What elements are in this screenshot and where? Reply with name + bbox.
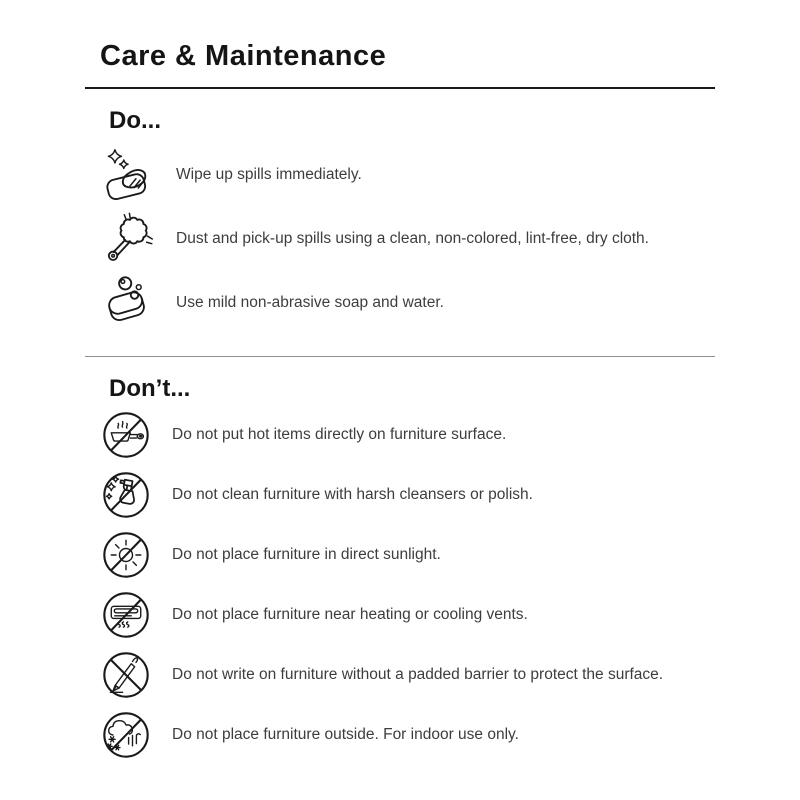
dont-item-text: Do not put hot items directly on furniture surface. [172,426,507,444]
dont-section-heading: Don’t... [109,375,191,402]
do-section-heading: Do... [109,107,161,134]
no-vents-icon [100,589,152,641]
do-item-duster [100,211,715,267]
dont-item-sunlight [100,529,715,581]
dont-item-writing [100,649,715,701]
do-item-wipe [100,147,715,203]
no-direct-sunlight-icon [100,529,152,581]
title-divider [85,87,715,89]
dont-item-hot [100,409,715,461]
dont-item-text: Do not clean furniture with harsh cleansers or polish. [172,486,533,504]
soap-icon [100,275,156,331]
dont-item-text: Do not place furniture in direct sunlight. [172,546,441,564]
content [85,0,715,761]
no-hot-items-icon [100,409,152,461]
do-item-text: Wipe up spills immediately. [176,166,362,184]
dont-item-cleansers [100,469,715,521]
no-harsh-cleansers-icon [100,469,152,521]
dont-item-outdoor [100,709,715,761]
do-item-soap [100,275,715,331]
wipe-icon [100,147,156,203]
page-title: Care & Maintenance [100,40,387,72]
do-item-text: Use mild non-abrasive soap and water. [176,294,444,312]
duster-icon [100,211,156,267]
dont-item-text: Do not place furniture near heating or cooling vents. [172,606,528,624]
no-outdoor-icon [100,709,152,761]
section-divider [85,356,715,357]
no-writing-icon [100,649,152,701]
dont-item-text: Do not place furniture outside. For indoor use only. [172,726,519,744]
dont-item-vents [100,589,715,641]
dont-item-text: Do not write on furniture without a padded barrier to protect the surface. [172,666,664,684]
do-item-text: Dust and pick-up spills using a clean, non-colored, lint-free, dry cloth. [176,230,649,248]
